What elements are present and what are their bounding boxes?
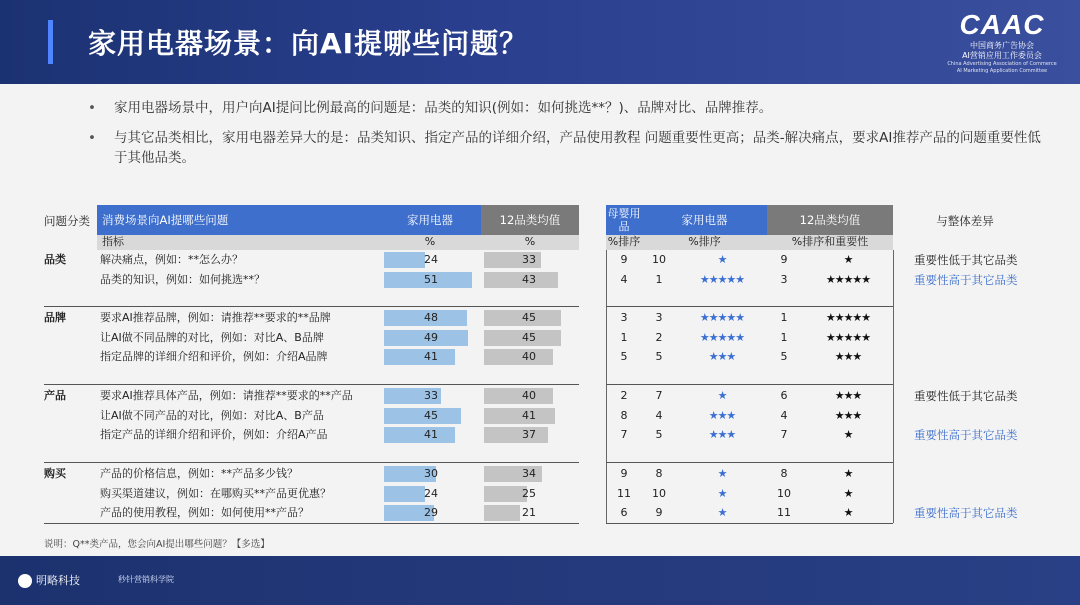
- row-question: 解决痛点，例如：**怎么办？: [100, 253, 243, 266]
- header-avg2: 12品类均值: [799, 213, 861, 227]
- stars-avg: ★: [843, 486, 853, 500]
- rank-home: 2: [655, 330, 663, 344]
- bar-avg: [484, 349, 553, 365]
- rank-avg: 11: [777, 506, 791, 519]
- row-question: 购买渠道建议，例如：在哪购买**产品更优惠？: [100, 486, 331, 500]
- value-home: 29: [424, 506, 438, 519]
- rank-avg: 3: [780, 272, 788, 286]
- row-question: 让AI做不同品牌的对比，例如：对比A、B品牌: [100, 330, 324, 344]
- value-avg: 45: [522, 330, 536, 344]
- rank-home: 7: [655, 389, 663, 402]
- divider-vertical-right: [893, 250, 894, 523]
- stars-avg: ★★★★★: [825, 330, 871, 344]
- bar-home: [384, 408, 461, 424]
- group-separator-2-right: [606, 384, 893, 385]
- value-home: 51: [424, 272, 438, 286]
- footer-brand-1: [18, 572, 80, 588]
- rank-mom: 6: [620, 506, 628, 519]
- group-separator-3-left: [44, 462, 579, 463]
- stars-home: ★★★: [708, 408, 736, 422]
- header-diff: 与整体差异: [936, 214, 994, 228]
- row-question: 让AI做不同产品的对比，例如：对比A、B产品: [100, 408, 324, 422]
- stars-home: ★: [717, 253, 727, 266]
- bullet-1: • 家用电器场景中，用户向AI提问比例最高的问题是：品类的知识(例如：如何挑选**？)、品牌对比、品牌推荐。: [88, 98, 1048, 118]
- logo-line2: AI营销应用工作委员会: [962, 51, 1042, 60]
- stars-avg: ★: [843, 467, 853, 480]
- logo-line1: 中国商务广告协会: [970, 41, 1034, 50]
- rank-home: 9: [655, 506, 663, 519]
- value-home: 24: [424, 486, 438, 500]
- stars-avg: ★★★★★: [825, 272, 871, 286]
- group-label-3: 购买: [44, 467, 66, 480]
- bar-avg: [484, 427, 548, 443]
- value-avg: 43: [522, 272, 536, 286]
- value-home: 24: [424, 253, 438, 266]
- footer-bar: [0, 556, 1080, 605]
- rank-mom: 1: [620, 330, 628, 344]
- bar-avg: [484, 388, 553, 404]
- rank-avg: 1: [780, 330, 788, 344]
- rank-avg: 4: [780, 408, 788, 422]
- bar-home: [384, 252, 425, 268]
- subheader-pct-home: %: [424, 235, 436, 248]
- rank-home: 1: [655, 272, 663, 286]
- rank-avg: 5: [780, 350, 788, 363]
- bar-home: [384, 486, 425, 502]
- group-separator-2-left: [44, 384, 579, 385]
- value-home: 41: [424, 350, 438, 363]
- stars-avg: ★★★: [834, 350, 862, 363]
- page-title: 家用电器场景：向AI提哪些问题？: [88, 27, 529, 60]
- rank-mom: 3: [620, 311, 628, 324]
- group-separator-1-left: [44, 306, 579, 307]
- stars-home: ★: [717, 486, 727, 500]
- stars-home: ★: [717, 506, 727, 519]
- rank-home: 3: [655, 311, 663, 324]
- stars-avg: ★★★: [834, 408, 862, 422]
- rank-mom: 8: [620, 408, 628, 422]
- table-bottom-left: [44, 523, 579, 524]
- value-avg: 45: [522, 311, 536, 324]
- diff-text: 重要性低于其它品类: [914, 253, 1018, 267]
- row-question: 产品的使用教程，例如：如何使用**产品？: [100, 506, 309, 519]
- stars-home: ★★★★★: [699, 272, 745, 286]
- bar-avg: [484, 505, 520, 521]
- row-question: 指定品牌的详细介绍和评价，例如：介绍A品牌: [100, 350, 328, 363]
- rank-home: 5: [655, 428, 663, 441]
- stars-avg: ★: [843, 506, 853, 519]
- value-avg: 34: [522, 467, 536, 480]
- table-bottom-right: [606, 523, 893, 524]
- row-question: 要求AI推荐品牌，例如：请推荐**要求的**品牌: [100, 311, 331, 324]
- footnote: 说明：Q**类产品，您会向AI提出哪些问题？【多选】: [44, 539, 270, 550]
- rank-home: 10: [652, 486, 666, 500]
- header-avg: 12品类均值: [499, 213, 561, 227]
- group-label-1: 品牌: [44, 311, 66, 324]
- bar-avg: [484, 408, 555, 424]
- row-question: 要求AI推荐具体产品，例如：请推荐**要求的**产品: [100, 389, 353, 402]
- diff-text: 重要性低于其它品类: [914, 389, 1018, 403]
- stars-avg: ★★★: [834, 389, 862, 402]
- value-avg: 25: [522, 486, 536, 500]
- stars-home: ★★★★★: [699, 311, 745, 324]
- value-avg: 40: [522, 350, 536, 363]
- value-home: 33: [424, 389, 438, 402]
- value-avg: 33: [522, 253, 536, 266]
- group-label-0: 品类: [44, 253, 66, 266]
- group-label-2: 产品: [44, 389, 66, 402]
- value-avg: 40: [522, 389, 536, 402]
- rank-avg: 7: [780, 428, 788, 441]
- bar-avg: [484, 486, 527, 502]
- divider-vertical-left: [606, 250, 607, 523]
- rank-avg: 1: [780, 311, 788, 324]
- value-avg: 37: [522, 428, 536, 441]
- rank-avg: 10: [777, 486, 791, 500]
- rank-mom: 5: [620, 350, 628, 363]
- stars-avg: ★: [843, 428, 853, 441]
- footer-brand-1-label: 明略科技: [36, 574, 80, 587]
- rank-avg: 8: [780, 467, 788, 480]
- bar-home: [384, 349, 455, 365]
- mininglamp-logo-icon: [18, 574, 32, 588]
- rank-mom: 7: [620, 428, 628, 441]
- value-avg: 21: [522, 506, 536, 519]
- value-avg: 41: [522, 408, 536, 422]
- header-home2: 家用电器: [681, 213, 728, 227]
- stars-home: ★★★★★: [699, 330, 745, 344]
- rank-mom: 9: [620, 253, 628, 266]
- bar-home: [384, 427, 455, 443]
- stars-avg: ★: [843, 253, 853, 266]
- diff-text: 重要性高于其它品类: [914, 428, 1018, 442]
- diff-text: 重要性高于其它品类: [914, 506, 1018, 520]
- header-category: 问题分类: [44, 214, 90, 228]
- stars-home: ★★★: [708, 350, 736, 363]
- rank-mom: 9: [620, 467, 628, 480]
- subheader-pct-avg: %: [524, 235, 536, 248]
- header-mom: 母婴用品: [607, 207, 641, 233]
- bullet-2: • 与其它品类相比，家用电器差异大的是：品类知识、指定产品的详细介绍，产品使用教程 问题重要性更高；品类-解决痛点，要求AI推荐产品的问题重要性低于其他品类。: [88, 128, 1048, 168]
- subheader-indicator: 指标: [102, 235, 124, 248]
- rank-mom: 11: [617, 486, 631, 500]
- rank-home: 10: [652, 253, 666, 266]
- row-question: 产品的价格信息，例如：**产品多少钱？: [100, 467, 298, 480]
- subheader-rank-home: %排序: [688, 235, 721, 248]
- rank-avg: 6: [780, 389, 788, 402]
- group-separator-1-right: [606, 306, 893, 307]
- logo-line4: AI Marketing Application Committee: [956, 68, 1048, 74]
- stars-home: ★: [717, 467, 727, 480]
- value-home: 48: [424, 311, 438, 324]
- bar-avg: [484, 272, 558, 288]
- value-home: 30: [424, 467, 438, 480]
- value-home: 41: [424, 428, 438, 441]
- stars-avg: ★★★★★: [825, 311, 871, 324]
- footer-brand-2: 秒针营销科学院: [118, 575, 174, 584]
- header-question: 消费场景向AI提哪些问题: [102, 213, 229, 227]
- row-question: 品类的知识，例如：如何挑选**？: [100, 272, 265, 286]
- value-home: 49: [424, 330, 438, 344]
- rank-mom: 2: [620, 389, 628, 402]
- rank-home: 4: [655, 408, 663, 422]
- stars-home: ★: [717, 389, 727, 402]
- diff-text: 重要性高于其它品类: [914, 272, 1018, 287]
- logo-main: CAAC: [959, 9, 1045, 40]
- value-home: 45: [424, 408, 438, 422]
- rank-mom: 4: [620, 272, 628, 286]
- rank-avg: 9: [780, 253, 788, 266]
- subheader-rank-mom: %排序: [607, 235, 641, 248]
- rank-home: 5: [655, 350, 663, 363]
- subheader-rank-avg: %排序和重要性: [791, 235, 869, 248]
- row-question: 指定产品的详细介绍和评价，例如：介绍A产品: [100, 428, 328, 441]
- stars-home: ★★★: [708, 428, 736, 441]
- logo-line3: China Advertising Association of Commerce: [947, 61, 1057, 67]
- rank-home: 8: [655, 467, 663, 480]
- header-home: 家用电器: [407, 213, 453, 227]
- group-separator-3-right: [606, 462, 893, 463]
